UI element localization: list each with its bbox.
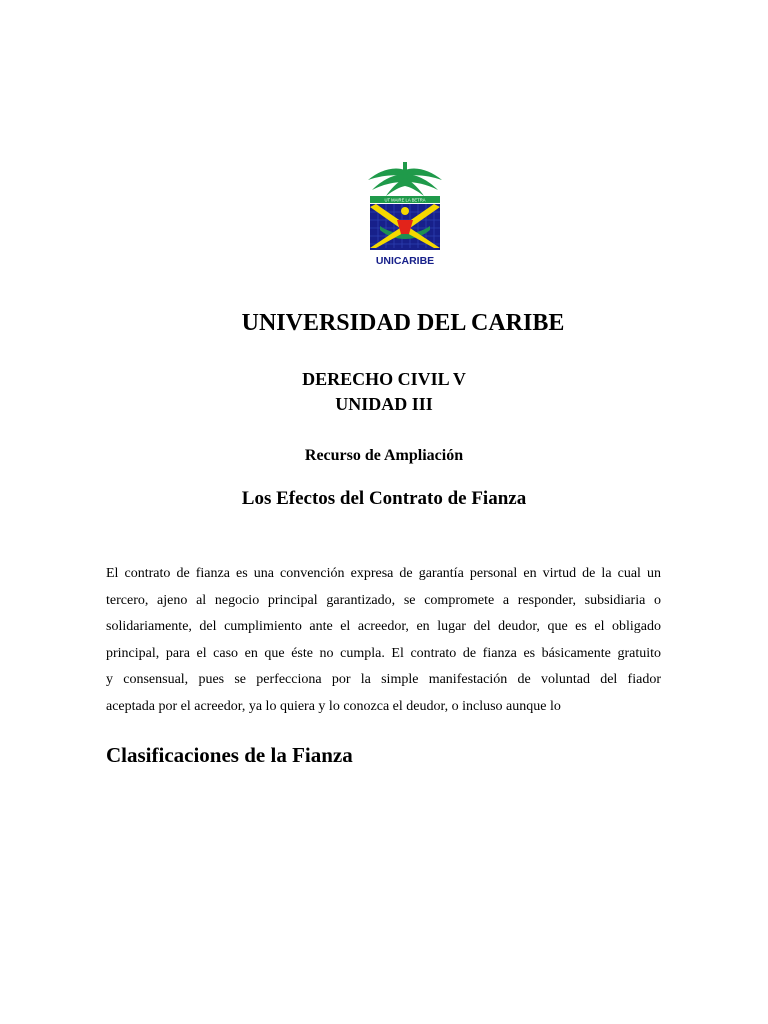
- university-title: UNIVERSIDAD DEL CARIBE: [241, 310, 565, 336]
- section-heading: Clasificaciones de la Fianza: [106, 743, 353, 767]
- course-title: DERECHO CIVIL V: [302, 369, 466, 389]
- unicaribe-crest-icon: [364, 160, 446, 272]
- paragraph-line: principal, para el caso en que éste no cumpla. El contrato de fianza es básicamente gratuito: [106, 645, 661, 661]
- paragraph-line: solidariamente, del cumplimiento ante el acreedor, en lugar del deudor, que es el obligado: [106, 619, 661, 635]
- paragraph-line: y consensual, pues se perfecciona por la simple manifestación de voluntad del fiador: [106, 672, 661, 688]
- motto-text: UT MAIRE LA BETRA: [384, 197, 426, 203]
- body-paragraph: [106, 561, 661, 721]
- paragraph-line: El contrato de fianza es una convención expresa de garantía personal en virtud de la cual un: [106, 566, 661, 581]
- course-block: [0, 367, 768, 417]
- paragraph-line: aceptada por el acreedor, ya lo quiera y lo conozca el deudor, o incluso aunque lo: [106, 698, 561, 714]
- paragraph-line: tercero, ajeno al negocio principal garantizado, se compromete a responder, subsidiaria o: [106, 592, 661, 608]
- unit-title: UNIDAD III: [335, 394, 433, 414]
- topic-title: Los Efectos del Contrato de Fianza: [241, 488, 527, 509]
- logo-label: UNICARIBE: [375, 255, 435, 267]
- resource-label: Recurso de Ampliación: [304, 447, 464, 464]
- unicaribe-logo: [364, 160, 446, 272]
